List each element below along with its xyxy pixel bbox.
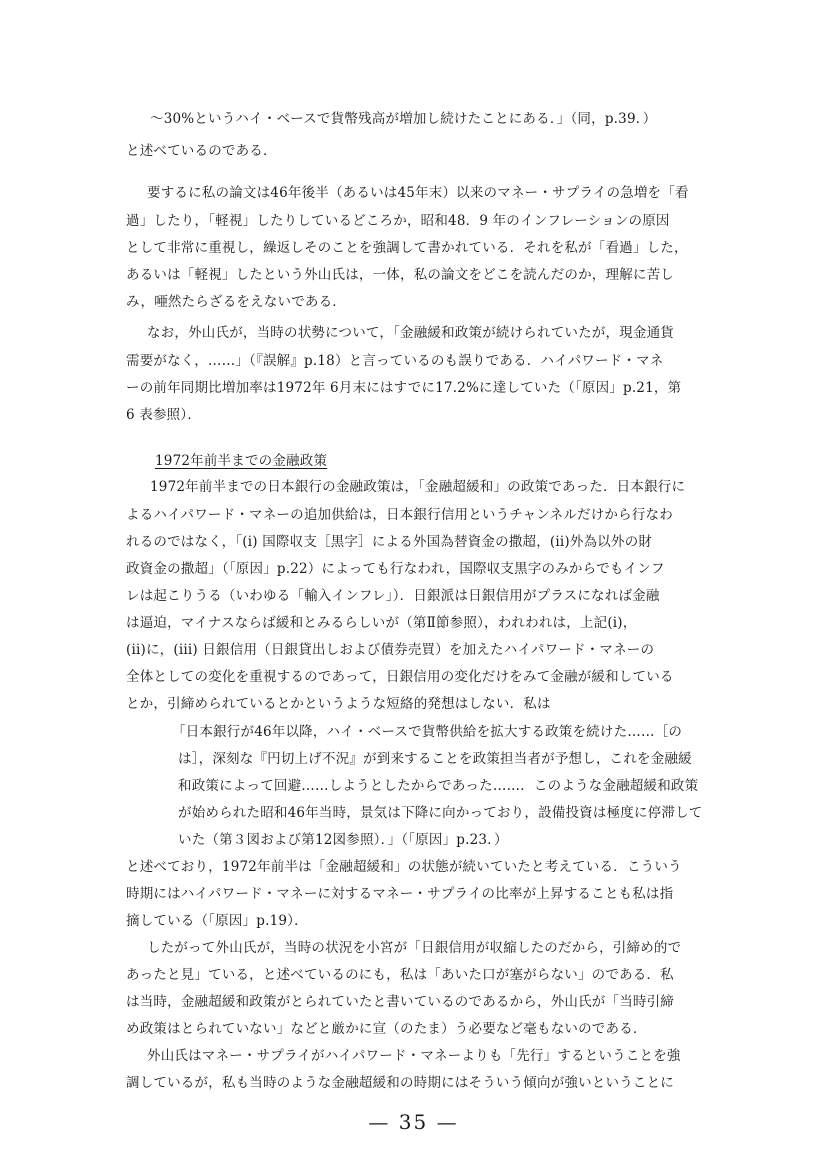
text-line: 時期にはハイパワード・マネーに対するマネー・サプライの比率が上昇することも私は指 [126, 886, 674, 902]
text-line: (ii)に，(iii) 日銀信用（日銀貸出しおよび債券売買）を加えたハイパワード・マネーの [126, 642, 655, 658]
text-line: なお，外山氏が，当時の状勢について，「金融緩和政策が続けられていたが，現金通貨 [147, 325, 675, 341]
text-line: とか，引締められているとかというような短絡的発想はしない．私は [126, 696, 551, 712]
quote-line: 和政策によって回避……しようとしたからであった……．このような金融超緩和政策 [178, 778, 699, 794]
quote-line: が始められた昭和46年当時，景気は下降に向かっており，設備投資は極度に停滞して [178, 805, 703, 821]
text-line: 要するに私の論文は46年後半（あるいは45年末）以来のマネー・サプライの急増を「看 [147, 185, 689, 201]
quote-line: は］，深刻な『円切上げ不況』が到来することを政策担当者が予想し，これを金融緩 [178, 751, 692, 767]
section-heading: 1972年前半までの金融政策 [155, 453, 328, 469]
text-line: ーの前年同期比増加率は1972年 6月末にはすでに17.2%に達していた（「原因」p.21，第 [126, 380, 682, 396]
text-line: 過」したり，「軽視」したりしているどころか，昭和48．9 年のインフレーションの原因 [126, 213, 670, 229]
text-line: 摘している（「原因」p.19）． [126, 913, 308, 929]
text-line: と述べているのである． [126, 143, 277, 159]
text-line: 全体としての変化を重視するのであって，日銀信用の変化だけをみて金融が緩和している [126, 669, 674, 685]
text-line: れるのではなく，「(i) 国際収支［黒字］による外国為替資金の撒超，(ii)外為以外の財 [126, 534, 653, 550]
text-line: と述べており，1972年前半は「金融超緩和」の状態が続いていたと考えている．こういう [126, 859, 682, 875]
quote-line: いた（第３図および第12図参照）．」（「原因」p.23．） [178, 832, 508, 848]
text-line: は逼迫，マイナスならば緩和とみるらしいが（第Ⅱ節参照），われわれは，上記(i)， [126, 615, 637, 631]
text-line: あるいは「軽視」したという外山氏は，一体，私の論文をどこを読んだのか，理解に苦し [126, 267, 674, 283]
text-line: ～30%というハイ・ベースで貨幣残高が増加し続けたことにある．」（同，p.39．） [150, 111, 657, 127]
text-line: め政策はとられていない」などと厳かに宣（のたま）う必要など毫もないのである． [126, 1021, 647, 1037]
text-line: よるハイパワード・マネーの追加供給は，日本銀行信用というチャンネルだけから行なわ [126, 507, 673, 523]
text-line: 1972年前半までの日本銀行の金融政策は，「金融超緩和」の政策であった．日本銀行に [150, 479, 686, 495]
text-line: として非常に重視し，繰返しそのことを強調して書かれている．それを私が「看過」した， [126, 240, 688, 256]
text-line: あったと見」ている，と述べているのにも，私は「あいた口が塞がらない」のである．私 [126, 967, 674, 983]
quote-line: 「日本銀行が46年以降，ハイ・ベースで貨幣供給を拡大する政策を続けた……［の [172, 724, 683, 740]
text-line: したがって外山氏が，当時の状況を小宮が「日銀信用が収縮したのだから，引締め的で [147, 940, 682, 956]
text-line: 政資金の撒超」（「原因」p.22）によっても行なわれ，国際収支黒字のみからでもインフ [126, 561, 665, 577]
text-line: は当時，金融超緩和政策がとられていたと書いているのであるから，外山氏が「当時引締 [126, 994, 674, 1010]
text-line: 需要がなく，……」（『誤解』p.18）と言っているのも誤りである．ハイパワード・マネ [126, 353, 664, 369]
text-line: 調しているが，私も当時のような金融超緩和の時期にはそういう傾向が強いということに [126, 1075, 674, 1091]
text-line: み，唖然たらざるをえないである． [126, 294, 347, 310]
text-line: 6 表参照）． [126, 407, 202, 423]
text-line: レは起こりうる（いわゆる「輸入インフレ」）．日銀派は日銀信用がプラスになれば金融 [126, 588, 660, 604]
page-number: — 35 — [368, 1110, 459, 1134]
text-line: 外山氏はマネー・サプライがハイパワード・マネーよりも「先行」するということを強 [147, 1048, 681, 1064]
